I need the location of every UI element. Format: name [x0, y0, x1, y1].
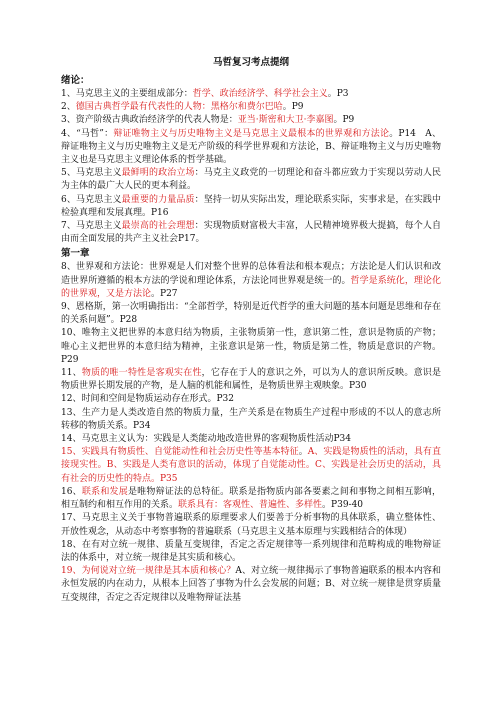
item-text: ，它存在于人的意识之外，可以为人的意识所反映。意识是物质世界长期发展的产物，是人脑的机能和属性，是物质世界主观映象。P30 [61, 368, 441, 392]
item-text: 12、时间和空间是物质运动存在形式。P32 [61, 394, 234, 405]
item-text: 17、马克思主义关于事物普遍联系的原理要求人们要善于分析事物的具体联系，确立整体性、开放性观念，从动态中考察事物的普遍联系（马克思主义基本原理与实践相结合的体现） [61, 513, 441, 537]
highlighted-text: A、实践是物质性的活动，具有直接现实性。B、实践是人类有意识的活动，体现了自觉能动性。C、实践是社会历史的活动，具有社会的历史性的特点。P35 [61, 447, 441, 484]
outline-item [61, 512, 441, 538]
item-text: 2、 [61, 102, 76, 113]
outline-item [61, 367, 441, 393]
outline-item [61, 446, 441, 486]
item-text: 9、恩格斯，第一次明确指出：“全部哲学，特别是近代哲学的重大问题的基本问题是思维和存在的关系问题”。P28 [61, 302, 441, 326]
item-text: 。P9 [333, 115, 355, 126]
item-text: ：坚持一切从实际出发，理论联系实际，实事求是，在实践中检验真理和发展真理。P16 [61, 194, 441, 218]
outline-item [61, 539, 441, 565]
outline-item [61, 114, 441, 127]
outline-item [61, 167, 441, 193]
highlighted-text: 哲学、政治经济学、科学社会主义 [192, 89, 328, 99]
item-text: 。P3 [327, 89, 349, 99]
highlighted-text: 德国古典哲学最有代表性的人物：黑格尔和费尔巴哈 [75, 102, 283, 113]
section-heading: 绪论： [61, 75, 90, 86]
item-text: 5、马克思主义 [61, 168, 122, 179]
item-text: 16、 [61, 486, 82, 497]
outline-item [61, 407, 441, 433]
page-title: 马哲复习考点提纲 [212, 57, 289, 68]
item-text: 18、在有对立统一规律、质量互变规律，否定之否定规律等一系列规律和范畴构成的唯物辩证法的体系中，对立统一规律是其实质和核心。 [61, 539, 441, 563]
highlighted-text: 最崇高的社会理想 [121, 221, 195, 232]
highlighted-text: 辩证唯物主义与历史唯物主义是马克思主义最根本的世界观和方法论 [113, 128, 390, 139]
highlighted-text: 联系和发展 [81, 486, 128, 497]
highlighted-text: 亚当·斯密和大卫·李嘉图 [237, 115, 334, 126]
item-text: 。 [298, 447, 308, 458]
outline-item [61, 486, 441, 512]
item-text: 4、“马哲”： [61, 128, 114, 139]
item-text: 。P9 [282, 102, 304, 113]
item-text: 11、 [61, 368, 82, 379]
outline-item [61, 101, 441, 114]
item-text: ：实现物质财富极大丰富，人民精神境界极大提搞，每个人自由而全面发展的共产主义社会P17。 [61, 221, 441, 245]
outline-item [61, 327, 441, 367]
item-text: 7、马克思主义 [61, 221, 122, 232]
item-text: 。P14 A、辩证唯物主义与历史唯物主义是无产阶级的科学世界观和方法论，B、辩证唯物主义与历史唯物主义也是马克思主义理论体系的哲学基础。 [61, 128, 441, 166]
outline-item [61, 393, 441, 406]
item-text: 10、唯物主义把世界的本意归结为物质，主张物质第一性，意识第二性，意识是物质的产物；唯心主义把世界的本意归结为精神，主张意识是第一性，物质是第二性，物质是意识的产物。P29 [61, 328, 441, 365]
outline-item [61, 565, 441, 605]
highlighted-text: 19、为何说对立统一规律是其本质和核心？ [61, 566, 236, 577]
item-text: 。P27 [151, 288, 178, 299]
section-heading: 第一章 [61, 248, 90, 260]
highlighted-text: 最重要的力量品质 [121, 194, 195, 205]
item-text: 3、资产阶级古典政治经济学的代表人物是： [61, 115, 238, 126]
outline-item [61, 301, 441, 327]
highlighted-text: 15、实践具有物质性、自觉能动性和社会历史性等基本特征 [61, 447, 299, 458]
highlighted-text: 最鲜明的政治立场 [121, 168, 195, 179]
item-text: 14、马克思主义认为：实践是人类能动地改造世界的客观物质性活动P34 [61, 434, 351, 445]
item-text: 1、马克思主义的主要组成部分： [61, 89, 193, 99]
highlighted-text: 哲学是系统化，理论化的世界观，又是方法论 [61, 275, 441, 299]
document-body [61, 54, 441, 605]
item-text: 是唯物辩证法的总特征。联系是指物质内部各要素之间和事物之间相互影响，相互制约和相互作用的关系。 [61, 486, 441, 511]
outline-item [61, 88, 441, 101]
outline-item [61, 433, 441, 446]
highlighted-text: 联系具有：客观性、普遍性、多样性 [178, 500, 323, 511]
highlighted-text: 物质的唯一特性是客观实在性 [81, 368, 202, 379]
outline-item [61, 261, 441, 301]
outline-item [61, 128, 441, 168]
outline-item [61, 220, 441, 246]
outline-item [61, 194, 441, 220]
item-text: ：马克主义政党的一切理论和奋斗都应致力于实现以劳动人民为主体的最广大人民的更本利益。 [61, 168, 441, 192]
item-text: 6、马克思主义 [61, 194, 122, 205]
item-text: A、对立统一规律揭示了事物普遍联系的根本内容和永恒发展的内在动力，从根本上回答了事物为什么会发展的问题；B、对立统一规律是贯穿质量互变规律，否定之否定规律以及唯物辩证法基 [61, 566, 441, 603]
item-text: 13、生产力是人类改造自然的物质力量，生产关系是在物质生产过程中形成的不以人的意志所转移的物质关系。P34 [61, 407, 441, 431]
item-text: 8、世界观和方法论：世界观是人们对整个世界的总体看法和根本观点；方法论是人们认识和改造世界所遵循的根本方法的学说和理论体系，方法论同世界观是统一的。 [61, 262, 441, 286]
item-text: 。P39-40 [322, 500, 364, 511]
